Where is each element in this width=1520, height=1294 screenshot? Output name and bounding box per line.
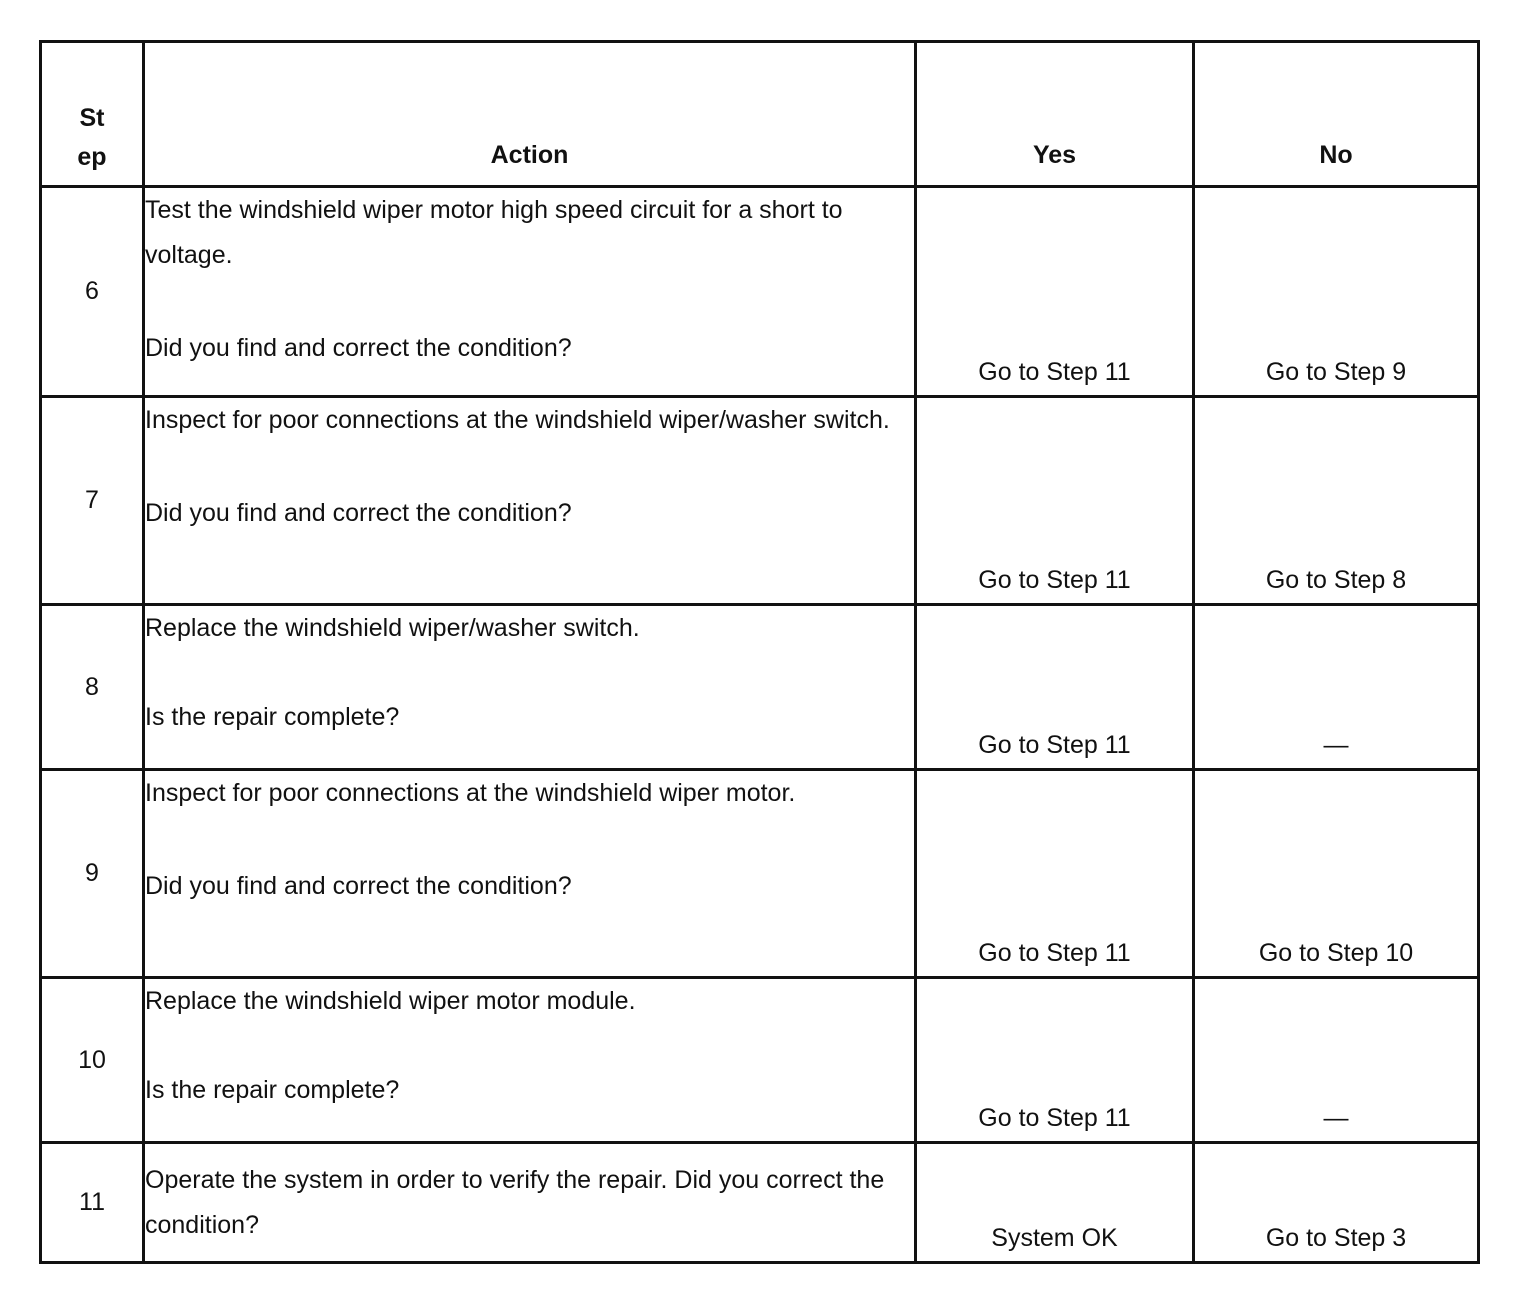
action-question: Is the repair complete? bbox=[145, 1076, 400, 1104]
no-result: Go to Step 8 bbox=[1194, 397, 1479, 605]
no-result: — bbox=[1194, 978, 1479, 1143]
no-result: Go to Step 10 bbox=[1194, 770, 1479, 978]
no-result: — bbox=[1194, 605, 1479, 770]
action-cell bbox=[144, 978, 916, 1143]
yes-result: Go to Step 11 bbox=[916, 978, 1194, 1143]
step-number: 9 bbox=[41, 770, 144, 978]
diagnostic-step-table bbox=[39, 40, 1480, 1264]
no-column-header: No bbox=[1194, 42, 1479, 187]
table-header-row bbox=[41, 42, 1479, 187]
action-instruction: Replace the windshield wiper/washer switch. bbox=[145, 614, 640, 642]
table-row bbox=[41, 605, 1479, 770]
no-result: Go to Step 3 bbox=[1194, 1143, 1479, 1263]
action-question: Did you find and correct the condition? bbox=[145, 872, 572, 900]
action-instruction: Operate the system in order to verify the repair. Did you correct the condition? bbox=[145, 1166, 885, 1239]
step-header-line-1: St bbox=[79, 104, 105, 132]
action-cell bbox=[144, 187, 916, 397]
table-row bbox=[41, 1143, 1479, 1263]
action-column-header: Action bbox=[144, 42, 916, 187]
step-number: 11 bbox=[41, 1143, 144, 1263]
table-row bbox=[41, 397, 1479, 605]
step-header-line-2: ep bbox=[77, 143, 107, 171]
yes-result: Go to Step 11 bbox=[916, 770, 1194, 978]
step-number: 8 bbox=[41, 605, 144, 770]
step-number: 10 bbox=[41, 978, 144, 1143]
yes-result: Go to Step 11 bbox=[916, 397, 1194, 605]
no-result: Go to Step 9 bbox=[1194, 187, 1479, 397]
yes-column-header: Yes bbox=[916, 42, 1194, 187]
action-cell bbox=[144, 397, 916, 605]
step-number: 6 bbox=[41, 187, 144, 397]
action-question: Did you find and correct the condition? bbox=[145, 499, 572, 527]
action-instruction: Inspect for poor connections at the windshield wiper/washer switch. bbox=[145, 406, 890, 434]
yes-result: Go to Step 11 bbox=[916, 605, 1194, 770]
action-instruction: Test the windshield wiper motor high speed circuit for a short to voltage. bbox=[145, 196, 843, 269]
step-column-header bbox=[41, 42, 144, 187]
action-cell bbox=[144, 1143, 916, 1263]
yes-result: System OK bbox=[916, 1143, 1194, 1263]
action-question: Is the repair complete? bbox=[145, 703, 400, 731]
table-row bbox=[41, 770, 1479, 978]
action-instruction: Inspect for poor connections at the windshield wiper motor. bbox=[145, 779, 796, 807]
action-cell bbox=[144, 770, 916, 978]
step-number: 7 bbox=[41, 397, 144, 605]
action-question: Did you find and correct the condition? bbox=[145, 334, 572, 362]
yes-result: Go to Step 11 bbox=[916, 187, 1194, 397]
action-cell bbox=[144, 605, 916, 770]
table-row bbox=[41, 187, 1479, 397]
action-instruction: Replace the windshield wiper motor module. bbox=[145, 987, 636, 1015]
table-row bbox=[41, 978, 1479, 1143]
